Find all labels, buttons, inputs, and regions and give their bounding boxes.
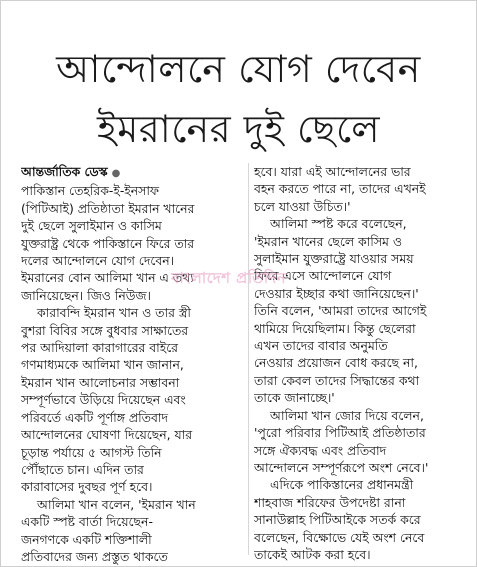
article-line: পৌঁছাতে চান। এদিন তার bbox=[21, 461, 144, 477]
article-line: শাহবাজ শরিফের উপদেষ্টা রানা bbox=[254, 494, 406, 510]
article-line: 'পুরো পরিবার পিটিআই প্রতিষ্ঠাতার bbox=[254, 425, 426, 441]
article-line: কারাবাসের দুবছর পূর্ণ হবে। bbox=[21, 479, 153, 495]
article-line: নেওয়ার প্রয়োজন বোধ করছে না, bbox=[254, 355, 418, 371]
article-line: দুই ছেলে সুলাইমান ও কাসিম bbox=[21, 218, 162, 234]
article-line: 'ইমরান খানের ছেলে কাসিম ও bbox=[254, 233, 402, 249]
article-line: আন্দোলনের ঘোষণা দিয়েছেন, যার bbox=[21, 427, 193, 443]
article-line: ইমরান খান আলোচনার সম্ভাবনা bbox=[21, 374, 180, 390]
article-line: আলিমা খান বলেন, 'ইমরান খান bbox=[37, 496, 196, 512]
article-line: সানাউল্লাহ পিটিআইকে সতর্ক করে bbox=[254, 512, 421, 528]
article-line: আলিমা খান জোর দিয়ে বলেন, bbox=[270, 407, 424, 423]
article-line: পর আদিয়ালা কারাগারের বাইরে bbox=[21, 340, 178, 356]
article-line: সুলাইমান যুক্তরাষ্ট্রে যাওয়ার সময় bbox=[254, 251, 414, 267]
article-line: পাকিস্তান তেহরিক-ই-ইনসাফ bbox=[21, 183, 159, 199]
article-column-right bbox=[254, 163, 468, 563]
article-line: প্রতিবাদের জন্য প্রস্তুত থাকতে bbox=[21, 548, 168, 564]
article-line: জানিয়েছেন। জিও নিউজ। bbox=[21, 287, 151, 303]
article-line: গণমাধ্যমকে আলিমা খান জানান, bbox=[21, 357, 184, 373]
article-line: তাকে জানাচ্ছে।' bbox=[254, 390, 335, 406]
article-line: হবে। যারা এই আন্দোলনের ভার bbox=[254, 164, 411, 179]
headline-line-1: আন্দোলনে যোগ দেবেন bbox=[56, 47, 421, 91]
column-divider bbox=[248, 163, 249, 555]
dateline bbox=[21, 163, 245, 182]
article-line: সঙ্গে ঐক্যবদ্ধ এবং প্রতিবাদ bbox=[254, 442, 387, 458]
publisher-watermark: বাংলাদেশ প্রতিদিন bbox=[171, 269, 287, 287]
article-line: চলে যাওয়া উচিত।' bbox=[254, 198, 351, 214]
dateline-bullet-icon: ● bbox=[111, 168, 121, 179]
article-line: বহন করতে পারে না, তাদের এখনই bbox=[254, 181, 426, 197]
article-line: সম্পূর্ণভাবে উড়িয়ে দিয়েছেন এবং bbox=[21, 392, 186, 408]
article-line: বুশরা বিবির সঙ্গে বুধবার সাক্ষাতের bbox=[21, 322, 189, 338]
article-line: আলিমা স্পষ্ট করে বলেছেন, bbox=[270, 216, 407, 232]
article-line: যুক্তরাষ্ট্র থেকে পাকিস্তানে ফিরে তার bbox=[21, 235, 195, 251]
dateline-desk: আন্তর্জাতিক ডেস্ক bbox=[21, 164, 108, 179]
article-line: দেওয়ার ইচ্ছার কথা জানিয়েছেন।' bbox=[254, 285, 419, 301]
article-column-left bbox=[21, 163, 245, 565]
article-line: বলেছেন, বিক্ষোভে যেই অংশ নেবে bbox=[254, 529, 425, 545]
article-line: ইমরানের বোন আলিমা খান এ তথ্য bbox=[21, 270, 194, 286]
article-line: আন্দোলনে সম্পূর্ণরূপে অংশ নেবে।' bbox=[254, 459, 429, 475]
article-line: থামিয়ে দিয়েছিলাম। কিন্তু ছেলেরা bbox=[254, 320, 416, 336]
article-line: তারা কেবল তাদের সিদ্ধান্তের কথা bbox=[254, 372, 420, 388]
article-line: তিনি বলেন, 'আমরা তাদের আগেই bbox=[254, 303, 427, 319]
article-line: জনগণকে একটি শক্তিশালী bbox=[21, 531, 152, 547]
article-line: এখন তাদের বাবার অনুমতি bbox=[254, 338, 388, 354]
article-line: কারাবন্দি ইমরান খান ও তার স্ত্রী bbox=[37, 305, 191, 321]
article-line: এদিকে পাকিস্তানের প্রধানমন্ত্রী bbox=[270, 477, 414, 493]
article-line: দলের আন্দোলনে যোগ দেবেন। bbox=[21, 253, 175, 269]
headline-line-2: ইমরানের দুই ছেলে bbox=[96, 107, 381, 151]
article-line: একটি স্পষ্ট বার্তা দিয়েছেন- bbox=[21, 514, 153, 530]
article-line: তাকেই আটক করা হবে। bbox=[254, 546, 371, 562]
article-line: ফিরে এসে আন্দোলনে যোগ bbox=[254, 268, 392, 284]
article-line: চূড়ান্ত পর্যায়ে ৫ আগস্ট তিনি bbox=[21, 444, 162, 460]
article-line: (পিটিআই) প্রতিষ্ঠাতা ইমরান খানের bbox=[21, 200, 195, 216]
article-line: পরিবর্তে একটি পূর্ণাঙ্গ প্রতিবাদ bbox=[21, 409, 168, 425]
